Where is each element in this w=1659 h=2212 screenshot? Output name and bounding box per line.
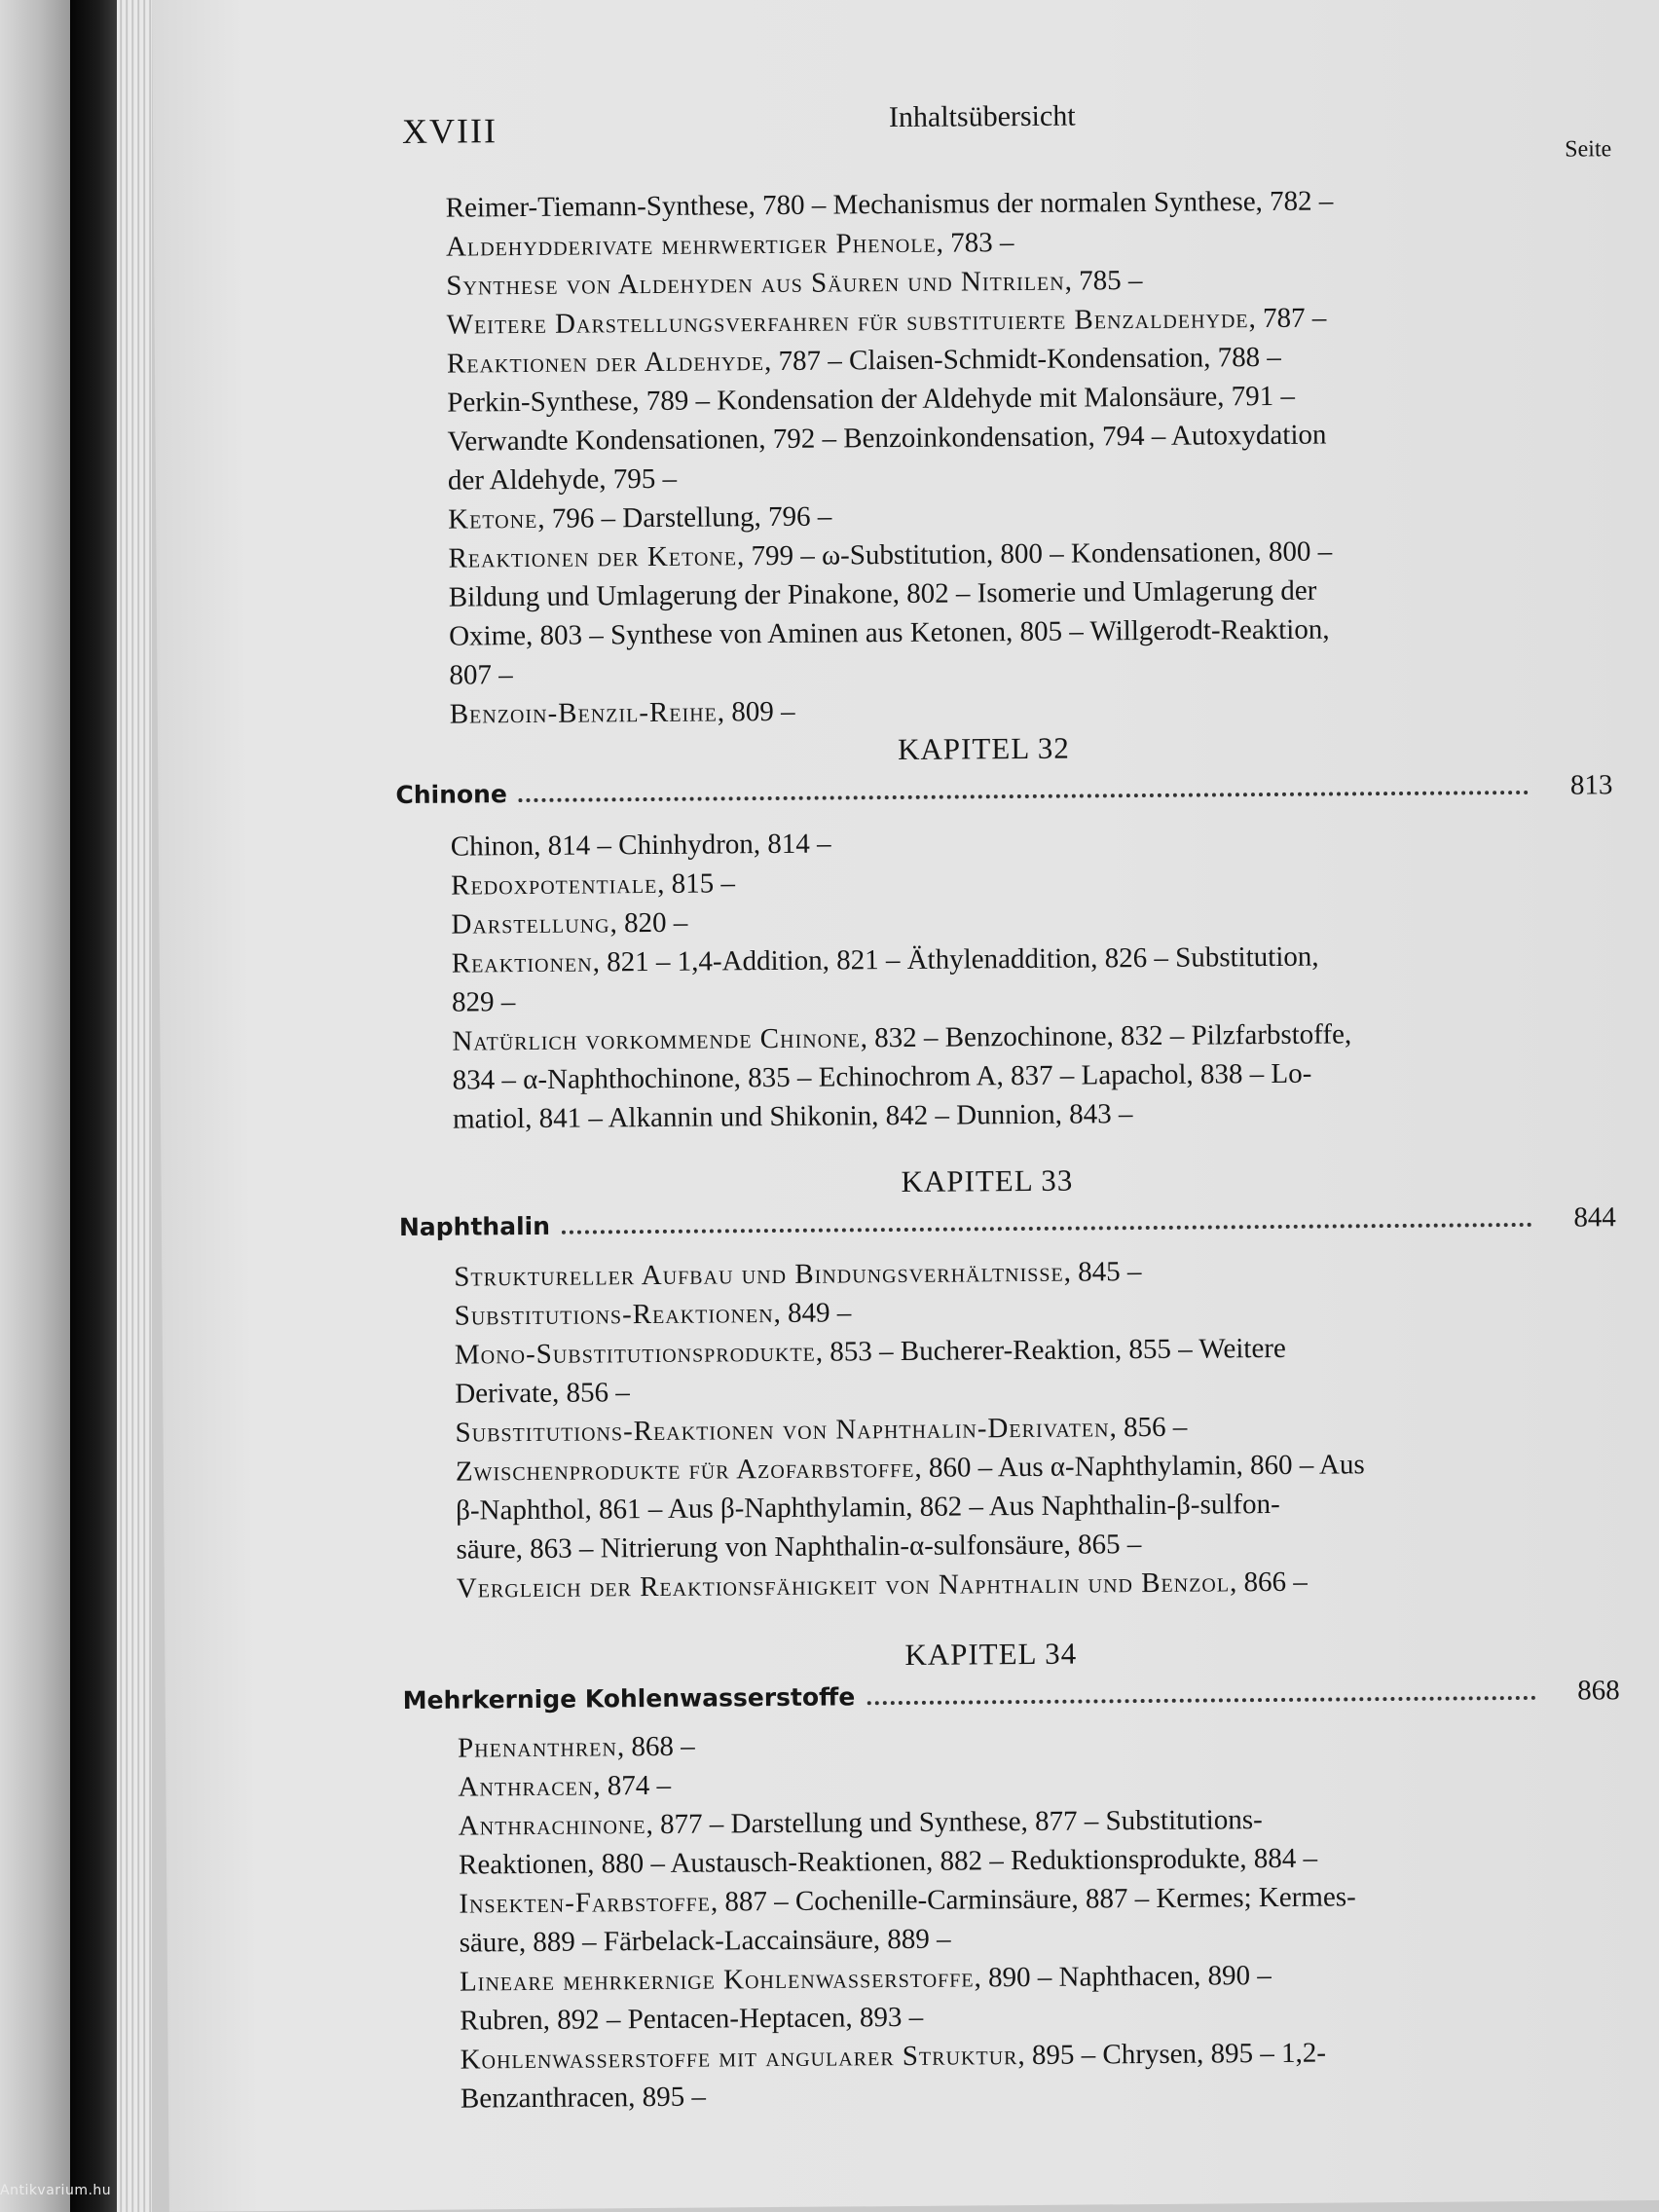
entry-text: Reimer-Tiemann-Synthese, 780 – Mechanismus der normalen Synthese, 782 – — [445, 185, 1334, 224]
chapter-entry[interactable] — [399, 1201, 1616, 1243]
entry-text: 834 – α-Naphthochinone, 835 – Echinochrom A, 837 – Lapachol, 838 – Lo- — [452, 1057, 1312, 1096]
section-title: Zwischenprodukte für Azofarbstoffe — [455, 1452, 915, 1488]
section-title: Reaktionen — [451, 946, 593, 979]
chapter-title: Chinone — [395, 780, 507, 810]
page-edges — [117, 0, 152, 2212]
section-title: Phenanthren — [457, 1731, 618, 1764]
chapter-title: Mehrkernige Kohlenwasserstoffe — [402, 1682, 856, 1715]
entry-text: , 832 – Benzochinone, 832 – Pilzfarbstoffe, — [860, 1018, 1352, 1054]
entry-text: Bildung und Umlagerung der Pinakone, 802 – Isomerie und Umlagerung der — [448, 574, 1317, 613]
running-head: Inhaltsübersicht — [888, 99, 1076, 134]
entry-text: β-Naphthol, 861 – Aus β-Naphthylamin, 862 – Aus Naphthalin-β-sulfon- — [456, 1488, 1280, 1527]
section-title: Anthrachinone — [458, 1809, 646, 1842]
entry-text: , 785 – — [1064, 265, 1143, 297]
section-title: Mono-Substitutionsprodukte — [454, 1336, 816, 1371]
entry-text: , 866 – — [1229, 1566, 1308, 1599]
chapter-heading: KAPITEL 34 — [904, 1636, 1078, 1672]
entry-text: , 820 – — [609, 906, 688, 940]
chapter-entry[interactable] — [403, 1675, 1620, 1716]
entry-text: der Aldehyde, 795 – — [447, 462, 678, 497]
section-title: Darstellung — [451, 907, 610, 940]
entry-text: , 860 – Aus α-Naphthylamin, 860 – Aus — [914, 1449, 1365, 1484]
chapter-page-number: 813 — [1569, 769, 1613, 801]
entry-text: , 887 – Cochenille-Carminsäure, 887 – Kermes; Kermes- — [710, 1881, 1356, 1918]
entry-text: , 796 – Darstellung, 796 – — [537, 500, 832, 535]
section-title: Benzoin-Benzil-Reihe — [449, 696, 718, 730]
section-title: Substitutions-Reaktionen von Naphthalin-Derivaten — [455, 1412, 1110, 1449]
section-title: Lineare mehrkernige Kohlenwasserstoffe — [459, 1962, 975, 1998]
toc-line — [457, 1561, 1537, 1608]
toc-line — [453, 1091, 1533, 1139]
entry-text: , 783 – — [936, 227, 1014, 259]
section-title: Reaktionen der Ketone — [448, 540, 738, 574]
section-title: Natürlich vorkommende Chinone — [452, 1022, 861, 1057]
book-page — [152, 0, 1659, 2212]
entry-text: Chinon, 814 – Chinhydron, 814 – — [450, 828, 831, 863]
section-title: Insekten-Farbstoffe — [459, 1886, 712, 1920]
entry-text: , 799 – ω-Substitution, 800 – Kondensationen, 800 – — [736, 535, 1333, 572]
entry-text: , 815 – — [657, 867, 736, 900]
section-title: Synthese von Aldehyden aus Säuren und Nitrilen — [446, 265, 1065, 302]
entry-text: Benzanthracen, 895 – — [460, 2081, 707, 2115]
section-title: Ketone — [448, 502, 538, 535]
entry-text: Derivate, 856 – — [455, 1377, 630, 1410]
section-title: Kohlenwasserstoffe mit angularer Struktur — [460, 2040, 1018, 2076]
entry-text: , 787 – — [1248, 302, 1327, 335]
entry-text: , 890 – Naphthacen, 890 – — [974, 1960, 1272, 1994]
entry-text: , 895 – Chrysen, 895 – 1,2- — [1017, 2037, 1327, 2072]
entry-text: Reaktionen, 880 – Austausch-Reaktionen, 882 – Reduktionsprodukte, 884 – — [458, 1842, 1318, 1881]
entry-text: 807 – — [449, 659, 513, 691]
section-title: Redoxpotentiale — [451, 867, 658, 902]
toc-line — [450, 686, 1530, 734]
entry-text: Rubren, 892 – Pentacen-Heptacen, 893 – — [460, 2001, 924, 2037]
section-title: Vergleich der Reaktionsfähigkeit von Naphthalin und Benzol — [456, 1567, 1231, 1604]
entry-text: , 877 – Darstellung und Synthese, 877 – Substitutions- — [645, 1804, 1263, 1841]
section-title: Reaktionen der Aldehyde — [446, 346, 765, 380]
entry-text: , 849 – — [773, 1297, 852, 1330]
entry-text: säure, 863 – Nitrierung von Naphthalin-α-sulfonsäure, 865 – — [456, 1529, 1142, 1566]
chapter-page-number: 868 — [1577, 1675, 1620, 1707]
entry-text: Oxime, 803 – Synthese von Aminen aus Ketonen, 805 – Willgerodt-Reaktion, — [449, 613, 1330, 652]
entry-text: säure, 889 – Färbelack-Laccainsäure, 889 – — [459, 1923, 951, 1959]
watermark: Antikvarium.hu — [0, 2183, 112, 2198]
dot-leader — [866, 1696, 1535, 1705]
section-title: Anthracen — [458, 1770, 594, 1803]
chapter-title: Naphthalin — [398, 1211, 551, 1242]
entry-text: , 853 – Bucherer-Reaktion, 855 – Weitere — [815, 1332, 1286, 1368]
entry-text: Perkin-Synthese, 789 – Kondensation der Aldehyde mit Malonsäure, 791 – — [447, 380, 1296, 419]
entry-text: , 874 – — [593, 1769, 672, 1802]
chapter-heading: KAPITEL 32 — [897, 730, 1070, 767]
entry-text: , 821 – 1,4-Addition, 821 – Äthylenaddition, 826 – Substitution, — [592, 940, 1319, 978]
column-label-seite: Seite — [1565, 136, 1612, 163]
section-title: Weitere Darstellungsverfahren für substituierte Benzaldehyde — [446, 303, 1249, 341]
entry-text: , 845 – — [1063, 1256, 1142, 1288]
book-spine — [70, 0, 117, 2212]
dot-leader — [562, 1223, 1532, 1235]
chapter-page-number: 844 — [1573, 1201, 1616, 1234]
entry-text: , 787 – Claisen-Schmidt-Kondensation, 788 – — [763, 341, 1281, 378]
entry-text: 829 – — [451, 986, 516, 1018]
section-title: Substitutions-Reaktionen — [454, 1298, 774, 1332]
entry-text: matiol, 841 – Alkannin und Shikonin, 842 – Dunnion, 843 – — [452, 1098, 1133, 1135]
entry-text: Verwandte Kondensationen, 792 – Benzoinkondensation, 794 – Autoxydation — [447, 419, 1327, 458]
section-title: Struktureller Aufbau und Bindungsverhältnisse — [454, 1256, 1064, 1293]
chapter-heading: KAPITEL 33 — [901, 1162, 1074, 1198]
entry-text: , 868 – — [616, 1730, 695, 1763]
chapter-entry[interactable] — [395, 769, 1612, 811]
section-title: Aldehydderivate mehrwertiger Phenole — [445, 227, 937, 263]
dot-leader — [519, 791, 1530, 802]
toc-line — [461, 2071, 1541, 2119]
background-left — [0, 0, 70, 2212]
entry-text: , 809 – — [717, 695, 795, 728]
page-number: XVIII — [401, 111, 498, 151]
entry-text: , 856 – — [1109, 1411, 1188, 1444]
